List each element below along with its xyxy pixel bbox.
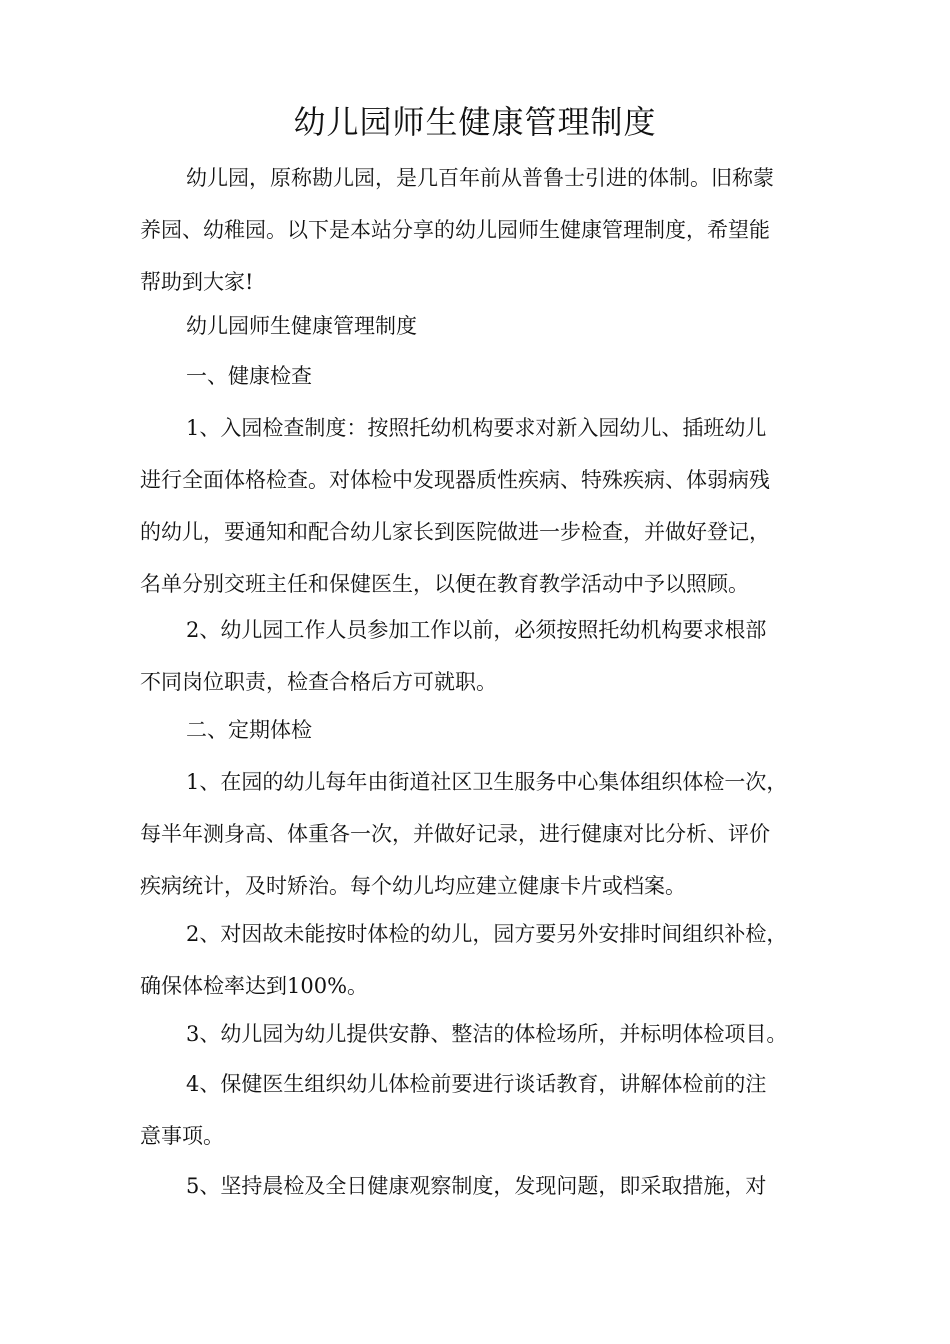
paragraph-checkup-5 bbox=[140, 1160, 840, 1212]
paragraph-checkup-1 bbox=[140, 756, 840, 912]
paragraph-line: 疾病统计，及时矫治。每个幼儿均应建立健康卡片或档案。 bbox=[140, 874, 686, 898]
paragraph-line: 幼儿园，原称勘儿园，是几百年前从普鲁士引进的体制。旧称蒙 bbox=[186, 166, 774, 190]
paragraph-line: 4、保健医生组织幼儿体检前要进行谈话教育，讲解体检前的注 bbox=[186, 1072, 767, 1096]
paragraph-line: 意事项。 bbox=[140, 1124, 224, 1148]
paragraph-line: 2、幼儿园工作人员参加工作以前，必须按照托幼机构要求根部 bbox=[186, 618, 767, 642]
paragraph-line: 的幼儿，要通知和配合幼儿家长到医院做进一步检查，并做好登记， bbox=[140, 520, 770, 544]
paragraph-line: 确保体检率达到100%。 bbox=[140, 974, 369, 998]
section-heading-regular-checkup bbox=[140, 704, 840, 756]
paragraph-line: 幼儿园师生健康管理制度 bbox=[186, 314, 417, 338]
paragraph-line: 帮助到大家! bbox=[140, 270, 254, 294]
paragraph-line: 2、对因故未能按时体检的幼儿，园方要另外安排时间组织补检， bbox=[186, 922, 788, 946]
paragraph-line: 1、入园检查制度：按照托幼机构要求对新入园幼儿、插班幼儿 bbox=[186, 416, 767, 440]
paragraph-checkup-2 bbox=[140, 908, 840, 1012]
paragraph-line: 每半年测身高、体重各一次，并做好记录，进行健康对比分析、评价 bbox=[140, 822, 770, 846]
paragraph-subtitle bbox=[140, 300, 840, 352]
paragraph-line: 进行全面体格检查。对体检中发现器质性疾病、特殊疾病、体弱病残 bbox=[140, 468, 770, 492]
paragraph-line: 名单分别交班主任和保健医生，以便在教育教学活动中予以照顾。 bbox=[140, 572, 749, 596]
paragraph-intro bbox=[140, 152, 840, 308]
paragraph-line: 二、定期体检 bbox=[186, 718, 312, 742]
paragraph-line: 养园、幼稚园。以下是本站分享的幼儿园师生健康管理制度，希望能 bbox=[140, 218, 770, 242]
document-title: 幼儿园师生健康管理制度 bbox=[293, 103, 657, 141]
paragraph-checkup-3 bbox=[140, 1008, 840, 1060]
paragraph-line: 不同岗位职责，检查合格后方可就职。 bbox=[140, 670, 497, 694]
paragraph-item-1 bbox=[140, 402, 840, 610]
paragraph-line: 3、幼儿园为幼儿提供安静、整洁的体检场所，并标明体检项目。 bbox=[186, 1022, 788, 1046]
paragraph-line: 一、健康检查 bbox=[186, 364, 312, 388]
paragraph-line: 1、在园的幼儿每年由街道社区卫生服务中心集体组织体检一次， bbox=[186, 770, 788, 794]
section-heading-health-check bbox=[140, 350, 840, 402]
paragraph-checkup-4 bbox=[140, 1058, 840, 1162]
paragraph-item-2 bbox=[140, 604, 840, 708]
paragraph-line: 5、坚持晨检及全日健康观察制度，发现问题，即采取措施，对 bbox=[186, 1174, 767, 1198]
